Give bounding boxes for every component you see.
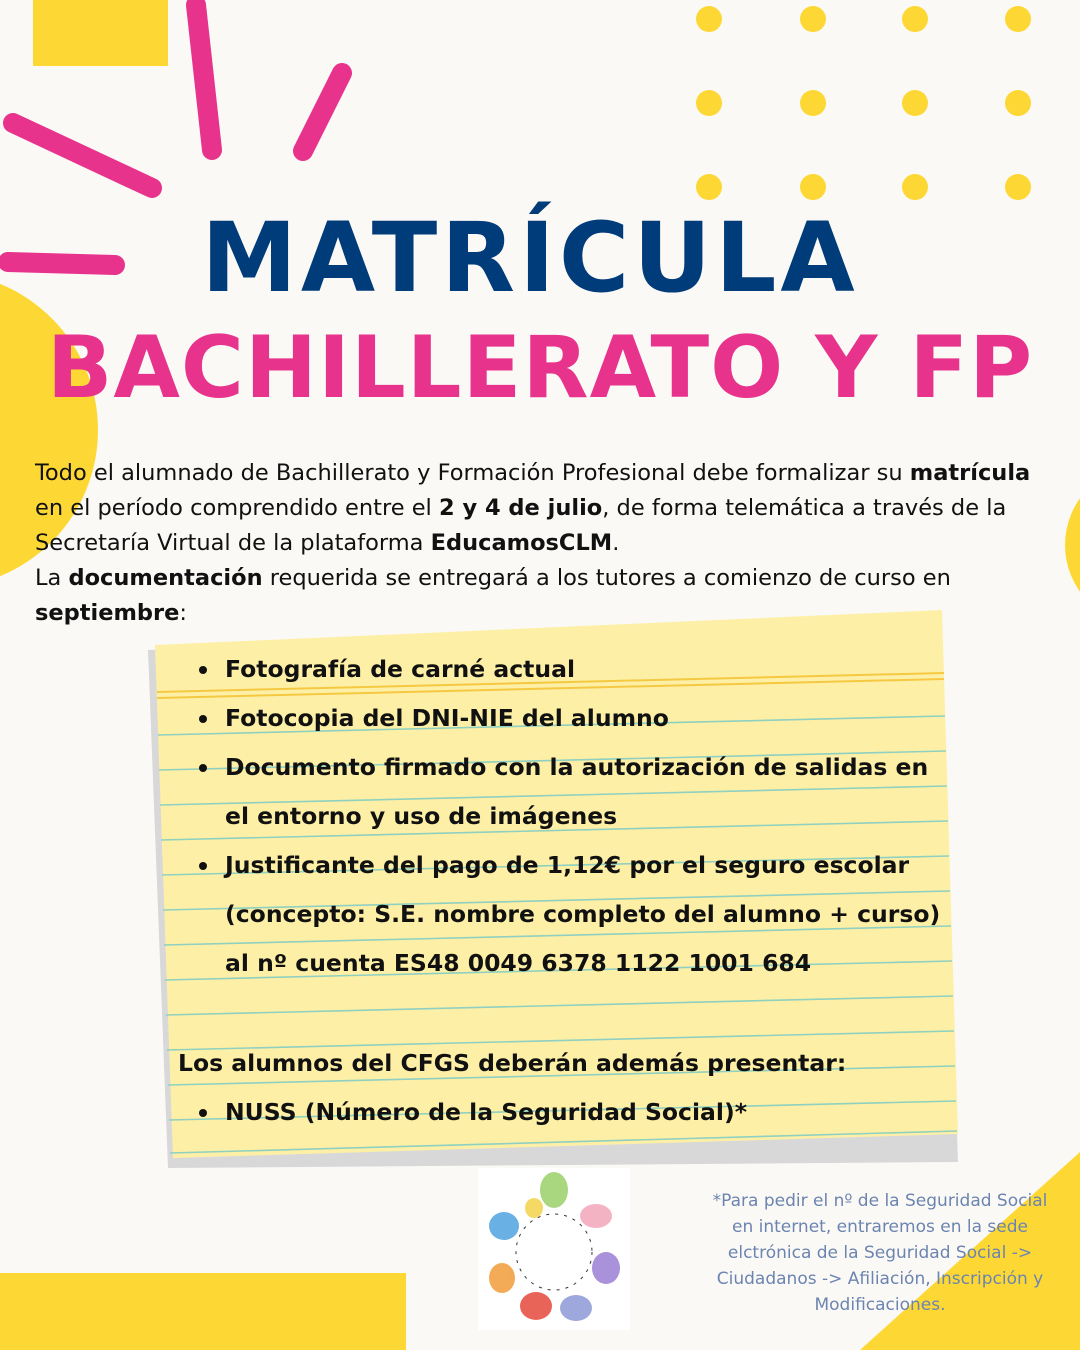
intro-bold-septiembre: septiembre [35, 600, 180, 626]
school-hands-logo-icon [478, 1168, 630, 1330]
cfgs-list [195, 1088, 955, 1137]
intro-text-segment: Todo el alumnado de Bachillerato y Formación Profesional debe formalizar su [35, 460, 910, 486]
intro-bold-platform: EducamosCLM [430, 530, 613, 556]
intro-bold-dates: 2 y 4 de julio [438, 495, 603, 521]
intro-text-segment: , de forma telemática a través de la Secretaría Virtual de la plataforma [35, 495, 1007, 556]
list-item: Fotografía de carné actual [195, 645, 955, 694]
yellow-square-top-left [33, 0, 168, 66]
intro-bold-documentacion: documentación [68, 565, 263, 591]
title-matricula: MATRÍCULA [201, 202, 859, 314]
title-bachillerato-fp: BACHILLERATO Y FP [46, 318, 1034, 418]
intro-text-segment: en el período comprendido entre el [35, 495, 439, 521]
yellow-dots-grid [696, 6, 1031, 200]
yellow-bar-bottom-left [0, 1273, 406, 1350]
intro-text [35, 456, 1045, 631]
intro-text-segment: . [612, 530, 620, 556]
intro-text-segment: requerida se entregará a los tutores a comienzo de curso en [262, 565, 951, 591]
intro-bold-matricula: matrícula [909, 460, 1031, 486]
list-item: NUSS (Número de la Seguridad Social)* [195, 1088, 955, 1137]
cfgs-heading: Los alumnos del CFGS deberán además presentar: [178, 1049, 847, 1077]
intro-text-segment: La [35, 565, 69, 591]
list-item: Justificante del pago de 1,12€ por el seguro escolar (concepto: S.E. nombre completo del alumno + curso) al nº cuenta ES48 0049 6378 1122 1001 684 [195, 841, 955, 988]
footnote-nuss: *Para pedir el nº de la Seguridad Social en internet, entraremos en la sede elctrónica de la Seguridad Social -> Ciudadanos -> Afiliación, Inscripción y Modificaciones. [712, 1191, 1048, 1315]
documents-list [195, 645, 955, 988]
list-item: Documento firmado con la autorización de salidas en el entorno y uso de imágenes [195, 743, 955, 841]
yellow-circle-right [1065, 465, 1080, 625]
school-logo [478, 1168, 630, 1330]
intro-text-segment: : [179, 600, 187, 626]
list-item: Fotocopia del DNI-NIE del alumno [195, 694, 955, 743]
